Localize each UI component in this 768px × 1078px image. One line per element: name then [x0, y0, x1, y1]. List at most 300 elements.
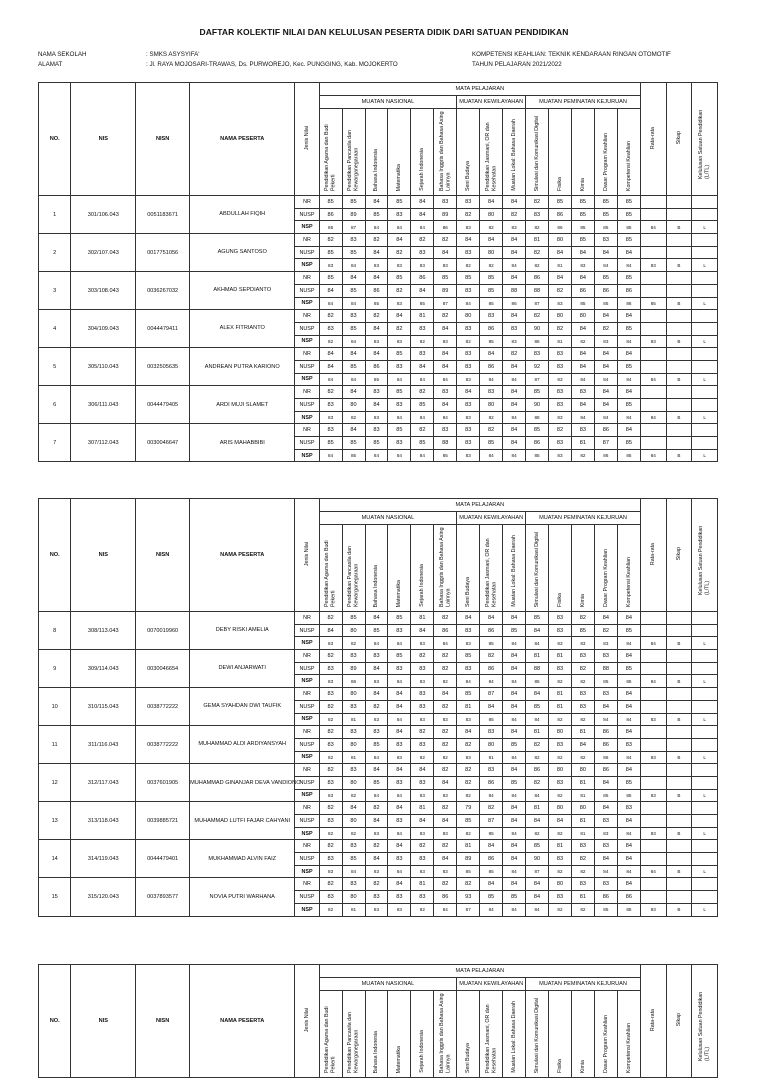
- subject-label: Simulasi dan Komunikasi Digital: [533, 997, 540, 1073]
- grade-cell: 83: [594, 637, 617, 650]
- grade-cell: 84: [503, 675, 526, 688]
- grade-cell: 89: [434, 208, 457, 221]
- subject-header: [388, 991, 411, 1078]
- grade-cell: 83: [319, 891, 342, 904]
- grade-cell: 85: [571, 297, 594, 310]
- grade-cell: 84: [571, 411, 594, 424]
- grade-cell: 86: [365, 284, 388, 297]
- jenis-nilai-label: Jenis Nilai: [303, 125, 310, 151]
- grade-cell: 82: [549, 751, 572, 764]
- grade-cell: 82: [411, 840, 434, 853]
- grade-cell: 80: [571, 310, 594, 323]
- student-no: 15: [39, 878, 71, 916]
- grade-type: NR: [295, 348, 319, 361]
- grade-cell: 85: [549, 196, 572, 209]
- grade-cell: 84: [526, 789, 549, 802]
- grade-cell: 83: [526, 348, 549, 361]
- subject-header: [342, 109, 365, 196]
- grade-cell: 85: [503, 738, 526, 751]
- grade-cell: 83: [388, 891, 411, 904]
- grade-cell: 83: [319, 865, 342, 878]
- grade-cell: 84: [319, 624, 342, 637]
- grade-cell: 83: [457, 751, 480, 764]
- grade-cell: 84: [365, 348, 388, 361]
- attitude-cell: [666, 208, 692, 221]
- grade-cell: 84: [411, 360, 434, 373]
- grade-cell: 86: [594, 891, 617, 904]
- grade-cell: 84: [480, 700, 503, 713]
- kelulusan-label: Kelulusan Satuan Pendidikan (L/TL): [698, 109, 711, 179]
- grade-type: NR: [295, 272, 319, 285]
- grade-cell: 84: [342, 865, 365, 878]
- grade-cell: 83: [434, 386, 457, 399]
- grade-cell: 83: [571, 688, 594, 701]
- grade-cell: 85: [594, 675, 617, 688]
- grade-cell: 86: [480, 662, 503, 675]
- grade-cell: 84: [571, 360, 594, 373]
- grade-cell: 83: [549, 624, 572, 637]
- grade-cell: 85: [617, 322, 640, 335]
- average-cell: 84: [641, 637, 667, 650]
- grade-cell: 84: [434, 373, 457, 386]
- grade-type: NR: [295, 650, 319, 663]
- grade-cell: 84: [434, 776, 457, 789]
- student-name: ARDI MUJI SLAMET: [190, 386, 295, 424]
- grade-cell: 86: [571, 284, 594, 297]
- grade-cell: 83: [594, 878, 617, 891]
- average-cell: 84: [641, 221, 667, 234]
- grade-cell: 84: [388, 373, 411, 386]
- grade-cell: 83: [434, 865, 457, 878]
- grade-cell: 93: [457, 891, 480, 904]
- col-header-no: NO.: [39, 499, 71, 612]
- grade-type: NUSP: [295, 662, 319, 675]
- grade-cell: 84: [388, 789, 411, 802]
- grade-cell: 85: [480, 297, 503, 310]
- attitude-cell: [666, 764, 692, 777]
- grade-cell: 84: [411, 411, 434, 424]
- student-name: NOVIA PUTRI WARHANA: [190, 878, 295, 916]
- graduation-cell: [692, 688, 718, 701]
- student-name: AGUNG SANTOSO: [190, 234, 295, 272]
- table-row: [39, 726, 718, 739]
- grade-cell: 84: [388, 865, 411, 878]
- subject-header: [549, 525, 572, 612]
- grade-cell: 84: [571, 322, 594, 335]
- grade-cell: 81: [342, 903, 365, 916]
- student-no: 12: [39, 764, 71, 802]
- grade-cell: 83: [549, 853, 572, 866]
- grade-cell: 84: [617, 348, 640, 361]
- grade-cell: 85: [617, 196, 640, 209]
- col-header-no: NO.: [39, 83, 71, 196]
- grade-cell: 83: [434, 335, 457, 348]
- grade-cell: 82: [365, 310, 388, 323]
- grade-cell: 85: [342, 449, 365, 462]
- graduation-cell: [692, 424, 718, 437]
- grade-cell: 84: [503, 827, 526, 840]
- grade-type: NUSP: [295, 738, 319, 751]
- grade-cell: 84: [571, 246, 594, 259]
- student-nisn: 0037601905: [136, 764, 190, 802]
- grade-type: NSP: [295, 827, 319, 840]
- grade-cell: 84: [526, 878, 549, 891]
- col-header-nisn: NISN: [136, 965, 190, 1078]
- subject-label: Sejarah Indonesia: [419, 148, 426, 191]
- subject-header: [526, 991, 549, 1078]
- grade-cell: 82: [365, 802, 388, 815]
- grade-cell: 85: [319, 272, 342, 285]
- document-title: DAFTAR KOLEKTIF NILAI DAN KELULUSAN PESERTA DIDIK DARI SATUAN PENDIDIKAN: [199, 27, 569, 37]
- graduation-cell: L: [692, 411, 718, 424]
- grade-cell: 82: [319, 700, 342, 713]
- grade-cell: 83: [319, 789, 342, 802]
- grade-cell: 82: [411, 335, 434, 348]
- grade-cell: 82: [365, 840, 388, 853]
- grade-cell: 83: [365, 903, 388, 916]
- student-nisn: 0039885721: [136, 802, 190, 840]
- grade-cell: 85: [342, 322, 365, 335]
- average-cell: 83: [641, 789, 667, 802]
- grade-cell: 83: [411, 789, 434, 802]
- average-cell: [641, 386, 667, 399]
- grade-cell: 84: [365, 612, 388, 625]
- grade-cell: 88: [503, 284, 526, 297]
- grade-cell: 82: [526, 259, 549, 272]
- jenis-nilai-label: Jenis Nilai: [303, 1007, 310, 1033]
- subject-label: Bahasa Inggris dan Bahasa Asing Lainnya: [438, 993, 452, 1073]
- grade-cell: 84: [434, 360, 457, 373]
- grade-cell: 84: [594, 360, 617, 373]
- attitude-cell: B: [666, 903, 692, 916]
- grade-cell: 83: [617, 802, 640, 815]
- grade-cell: 86: [594, 424, 617, 437]
- graduation-cell: L: [692, 297, 718, 310]
- grade-cell: 83: [594, 335, 617, 348]
- grade-cell: 83: [388, 776, 411, 789]
- grade-cell: 81: [526, 650, 549, 663]
- grade-cell: 86: [617, 284, 640, 297]
- col-header-rata: [641, 83, 667, 196]
- attitude-cell: B: [666, 411, 692, 424]
- grade-cell: 83: [549, 411, 572, 424]
- grade-cell: 86: [617, 297, 640, 310]
- grade-cell: 82: [457, 878, 480, 891]
- graduation-cell: [692, 284, 718, 297]
- grade-cell: 86: [434, 221, 457, 234]
- subject-label: Bahasa Inggris dan Bahasa Asing Lainnya: [438, 111, 452, 191]
- subject-label: Kompetensi Keahlian: [625, 556, 632, 607]
- grade-cell: 83: [319, 411, 342, 424]
- grade-cell: 81: [526, 726, 549, 739]
- grade-cell: 84: [503, 449, 526, 462]
- grade-cell: 82: [457, 764, 480, 777]
- grade-cell: 82: [571, 335, 594, 348]
- grade-cell: 85: [457, 815, 480, 828]
- grade-type: NR: [295, 386, 319, 399]
- student-name: GEMA SYAHDAN DWI TAUFIK: [190, 688, 295, 726]
- attitude-cell: [666, 322, 692, 335]
- grade-cell: 83: [594, 815, 617, 828]
- grade-type: NSP: [295, 221, 319, 234]
- grade-cell: 84: [503, 789, 526, 802]
- grade-cell: 83: [457, 373, 480, 386]
- mata-pelajaran-header: MATA PELAJARAN: [319, 83, 640, 96]
- subject-label: Simulasi dan Komunikasi Digital: [533, 115, 540, 191]
- attitude-cell: [666, 726, 692, 739]
- grade-cell: 85: [571, 624, 594, 637]
- grade-cell: 82: [571, 662, 594, 675]
- grade-cell: 84: [434, 246, 457, 259]
- grade-type: NUSP: [295, 284, 319, 297]
- grade-cell: 83: [480, 386, 503, 399]
- grade-cell: 86: [480, 322, 503, 335]
- grade-cell: 85: [480, 284, 503, 297]
- grade-cell: 85: [503, 624, 526, 637]
- grade-cell: 84: [365, 751, 388, 764]
- student-no: 3: [39, 272, 71, 310]
- grade-cell: 85: [480, 437, 503, 450]
- grade-cell: 85: [571, 208, 594, 221]
- grade-cell: 85: [617, 221, 640, 234]
- col-header-nisn: NISN: [136, 499, 190, 612]
- student-nisn: 0044479405: [136, 386, 190, 424]
- grade-cell: 82: [549, 424, 572, 437]
- subject-header: [388, 525, 411, 612]
- grade-cell: 83: [594, 650, 617, 663]
- student-no: 2: [39, 234, 71, 272]
- grade-cell: 81: [342, 751, 365, 764]
- subject-header: [617, 109, 640, 196]
- grade-cell: 84: [594, 386, 617, 399]
- grade-cell: 82: [480, 221, 503, 234]
- grade-cell: 82: [342, 637, 365, 650]
- subject-label: Bahasa Indonesia: [373, 1030, 380, 1073]
- grade-cell: 84: [594, 259, 617, 272]
- attitude-cell: B: [666, 865, 692, 878]
- grade-cell: 83: [457, 322, 480, 335]
- graduation-cell: [692, 802, 718, 815]
- graduation-cell: [692, 776, 718, 789]
- grade-cell: 83: [457, 437, 480, 450]
- grade-cell: 82: [319, 612, 342, 625]
- subject-header: [503, 525, 526, 612]
- student-nis: 309/114.043: [71, 650, 136, 688]
- subject-header: [480, 991, 503, 1078]
- grade-cell: 80: [549, 310, 572, 323]
- grade-cell: 83: [457, 360, 480, 373]
- grade-cell: 82: [365, 878, 388, 891]
- grade-cell: 85: [319, 437, 342, 450]
- grade-cell: 85: [480, 891, 503, 904]
- grade-cell: 79: [457, 802, 480, 815]
- grade-cell: 86: [549, 208, 572, 221]
- attitude-cell: [666, 196, 692, 209]
- average-cell: [641, 399, 667, 412]
- grade-type: NSP: [295, 335, 319, 348]
- grade-cell: 85: [617, 399, 640, 412]
- grade-cell: 84: [411, 449, 434, 462]
- grade-cell: 83: [388, 399, 411, 412]
- grade-cell: 83: [342, 310, 365, 323]
- graduation-cell: [692, 612, 718, 625]
- grade-type: NR: [295, 424, 319, 437]
- grade-cell: 84: [503, 196, 526, 209]
- student-nisn: 0030046654: [136, 650, 190, 688]
- average-cell: 84: [641, 449, 667, 462]
- subject-label: Simulasi dan Komunikasi Digital: [533, 531, 540, 607]
- grade-cell: 85: [617, 789, 640, 802]
- col-header-kelulusan: [692, 499, 718, 612]
- student-nisn: 0038772222: [136, 688, 190, 726]
- student-nis: 307/112.043: [71, 424, 136, 462]
- grade-cell: 83: [388, 903, 411, 916]
- subject-label: Seni Budaya: [464, 1042, 471, 1073]
- grade-cell: 87: [480, 688, 503, 701]
- grade-cell: 82: [526, 196, 549, 209]
- graduation-cell: [692, 853, 718, 866]
- average-cell: 83: [641, 259, 667, 272]
- grade-cell: 84: [503, 662, 526, 675]
- grade-cell: 82: [319, 726, 342, 739]
- grade-cell: 85: [480, 637, 503, 650]
- grade-cell: 85: [594, 221, 617, 234]
- grade-cell: 85: [319, 221, 342, 234]
- average-cell: [641, 322, 667, 335]
- attitude-cell: [666, 437, 692, 450]
- grade-cell: 83: [365, 650, 388, 663]
- grade-cell: 84: [342, 297, 365, 310]
- graduation-cell: [692, 815, 718, 828]
- student-nis: 301/106.043: [71, 196, 136, 234]
- grade-cell: 82: [571, 713, 594, 726]
- student-name: ANDREAN PUTRA KARIONO: [190, 348, 295, 386]
- grade-cell: 87: [526, 373, 549, 386]
- student-nisn: 0030046647: [136, 424, 190, 462]
- grade-cell: 82: [503, 208, 526, 221]
- grade-cell: 82: [388, 284, 411, 297]
- table-row: [39, 272, 718, 285]
- grade-cell: 82: [319, 764, 342, 777]
- grade-cell: 85: [617, 624, 640, 637]
- grade-cell: 82: [434, 764, 457, 777]
- attitude-cell: [666, 776, 692, 789]
- subject-header: [594, 109, 617, 196]
- student-nis: 304/109.043: [71, 310, 136, 348]
- grade-cell: 84: [571, 399, 594, 412]
- student-nisn: 0036267032: [136, 272, 190, 310]
- grade-cell: 85: [617, 675, 640, 688]
- attitude-cell: B: [666, 297, 692, 310]
- grade-cell: 83: [571, 637, 594, 650]
- grade-cell: 82: [549, 827, 572, 840]
- average-cell: [641, 802, 667, 815]
- grade-cell: 81: [549, 688, 572, 701]
- grade-cell: 84: [319, 297, 342, 310]
- graduation-cell: L: [692, 751, 718, 764]
- grade-cell: 83: [411, 348, 434, 361]
- grade-cell: 82: [549, 675, 572, 688]
- grade-cell: 84: [526, 688, 549, 701]
- grade-cell: 84: [365, 637, 388, 650]
- grade-cell: 84: [617, 713, 640, 726]
- attitude-cell: [666, 624, 692, 637]
- grade-cell: 85: [594, 903, 617, 916]
- grade-table-cutoff: [0, 964, 768, 1073]
- table-row: [39, 840, 718, 853]
- grade-cell: 83: [549, 891, 572, 904]
- grade-cell: 81: [549, 259, 572, 272]
- grade-cell: 81: [571, 726, 594, 739]
- subject-header: [457, 525, 480, 612]
- attitude-cell: [666, 348, 692, 361]
- grade-cell: 85: [526, 449, 549, 462]
- grade-cell: 82: [434, 234, 457, 247]
- grade-cell: 85: [457, 650, 480, 663]
- subject-label: Bahasa Indonesia: [373, 148, 380, 191]
- grade-cell: 83: [457, 424, 480, 437]
- grade-cell: 85: [617, 272, 640, 285]
- average-cell: [641, 688, 667, 701]
- grade-cell: 84: [617, 726, 640, 739]
- grade-cell: 82: [319, 386, 342, 399]
- grade-cell: 80: [480, 399, 503, 412]
- grade-cell: 83: [365, 259, 388, 272]
- grade-cell: 83: [594, 827, 617, 840]
- grade-cell: 88: [594, 662, 617, 675]
- average-cell: [641, 840, 667, 853]
- grade-cell: 82: [342, 827, 365, 840]
- muatan-peminatan-header: MUATAN PEMINATAN KEJURUAN: [526, 978, 641, 991]
- grade-cell: 83: [319, 424, 342, 437]
- grade-cell: 83: [319, 259, 342, 272]
- grade-cell: 85: [457, 688, 480, 701]
- grade-cell: 83: [457, 411, 480, 424]
- grade-cell: 84: [503, 726, 526, 739]
- grade-cell: 82: [480, 259, 503, 272]
- attitude-cell: [666, 878, 692, 891]
- grade-cell: 85: [365, 373, 388, 386]
- muatan-nasional-header: MUATAN NASIONAL: [319, 512, 457, 525]
- subject-header: [365, 109, 388, 196]
- student-nis: 305/110.043: [71, 348, 136, 386]
- subject-label: Seni Budaya: [464, 576, 471, 607]
- grade-cell: 85: [526, 700, 549, 713]
- grade-cell: 83: [457, 246, 480, 259]
- subject-label: Kimia: [579, 177, 586, 191]
- student-name: ALEX FITRIANTO: [190, 310, 295, 348]
- attitude-cell: B: [666, 221, 692, 234]
- grade-cell: 84: [503, 713, 526, 726]
- sikap-label: Sikap: [675, 547, 682, 561]
- grade-cell: 83: [549, 738, 572, 751]
- grade-cell: 82: [526, 751, 549, 764]
- grade-cell: 84: [503, 411, 526, 424]
- grade-type: NR: [295, 196, 319, 209]
- subject-header: [503, 109, 526, 196]
- average-cell: [641, 815, 667, 828]
- grade-cell: 84: [457, 297, 480, 310]
- grade-cell: 80: [549, 726, 572, 739]
- grade-cell: 83: [549, 399, 572, 412]
- grade-type: NSP: [295, 675, 319, 688]
- muatan-kewilayahan-header: MUATAN KEWILAYAHAN: [457, 512, 526, 525]
- graduation-cell: [692, 348, 718, 361]
- subject-header: [319, 991, 342, 1078]
- subject-header: [319, 525, 342, 612]
- graduation-cell: L: [692, 449, 718, 462]
- grade-cell: 83: [457, 399, 480, 412]
